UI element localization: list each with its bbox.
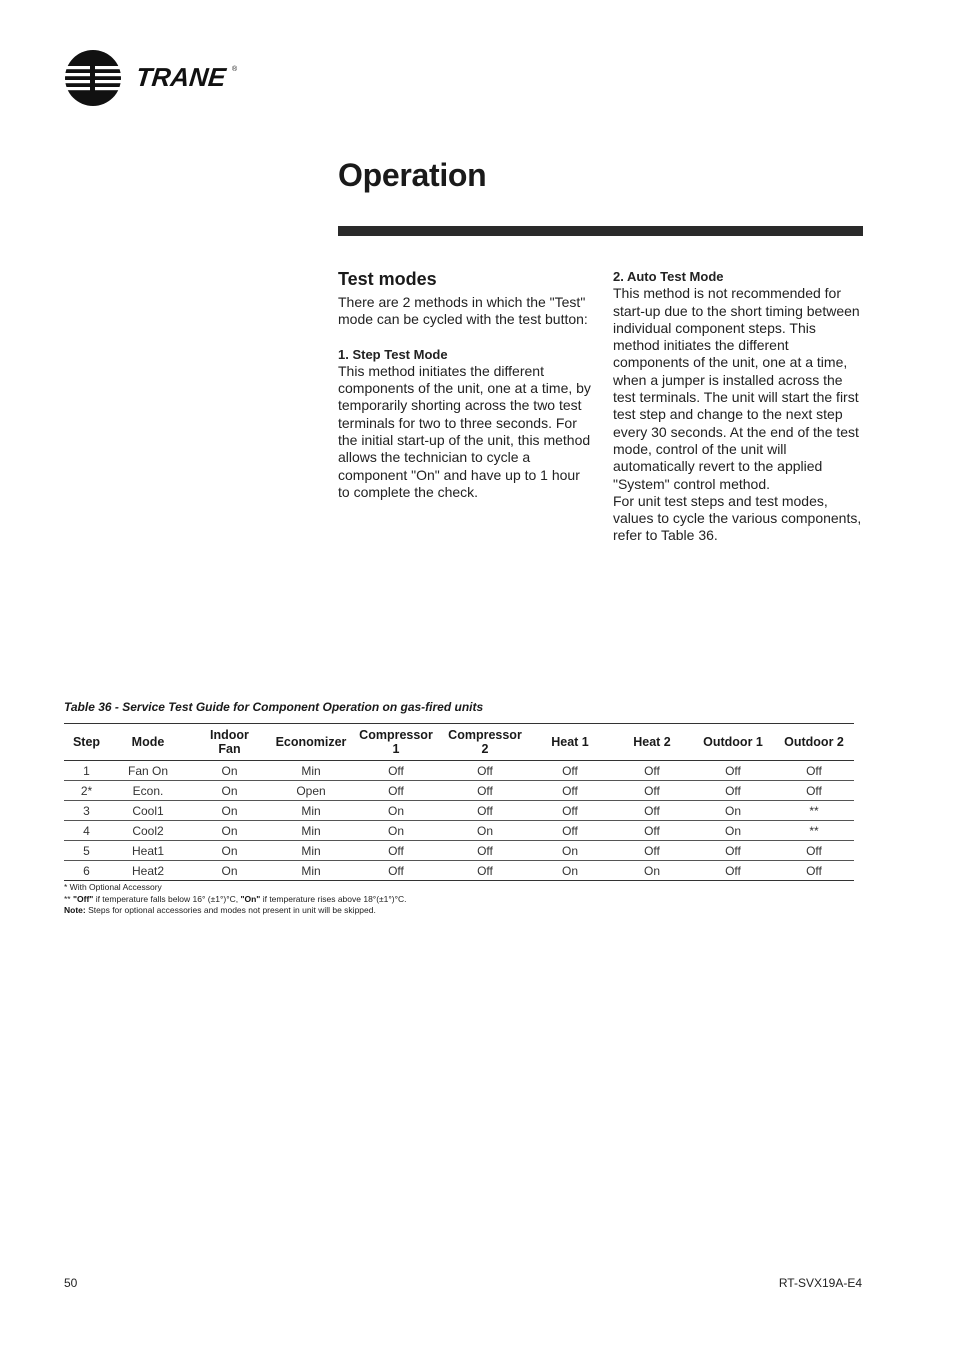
- table-cell: On: [692, 801, 774, 821]
- step-test-heading: 1. Step Test Mode: [338, 346, 448, 362]
- table-cell: 5: [64, 841, 109, 861]
- table-cell: Off: [528, 761, 612, 781]
- registered-mark: ®: [232, 66, 238, 73]
- table-cell: On: [350, 821, 442, 841]
- table-cell: Min: [272, 801, 350, 821]
- table-cell: Off: [442, 761, 528, 781]
- table-cell: Off: [442, 781, 528, 801]
- header-outdoor-1: Outdoor 1: [692, 724, 774, 761]
- table-cell: Off: [442, 861, 528, 881]
- table-cell: 4: [64, 821, 109, 841]
- table-cell: On: [528, 841, 612, 861]
- table-cell: 6: [64, 861, 109, 881]
- table-cell: Off: [350, 781, 442, 801]
- service-test-table: [64, 723, 854, 881]
- table-cell: Off: [774, 761, 854, 781]
- intro-paragraph: There are 2 methods in which the "Test" mode can be cycled with the test button:: [338, 294, 588, 328]
- table-cell: Off: [692, 861, 774, 881]
- table-cell: 2*: [64, 781, 109, 801]
- table-cell: Off: [528, 801, 612, 821]
- table-cell: Off: [774, 861, 854, 881]
- table-cell: 3: [64, 801, 109, 821]
- test-modes-right-column: [613, 268, 863, 545]
- table-cell: Cool1: [109, 801, 187, 821]
- table-row: [64, 781, 854, 801]
- header-heat-1: Heat 1: [528, 724, 612, 761]
- page-title: Operation: [338, 157, 487, 193]
- table-notes: [64, 882, 407, 917]
- header-indoor-fan: Indoor Fan: [187, 724, 272, 761]
- table-cell: Off: [692, 761, 774, 781]
- title-rule: [338, 226, 863, 236]
- header-compressor-2: Compressor 2: [442, 724, 528, 761]
- table-cell: Off: [612, 761, 692, 781]
- step-test-paragraph: This method initiates the different components of the unit, one at a time, by temporarily shorting across the two test terminals for two to three seconds. For the initial start-up of the unit, this method allows the technician to cycle a component "On" and have up to 1 hour to complete the check.: [338, 362, 591, 500]
- table-cell: Cool2: [109, 821, 187, 841]
- table-cell: Off: [528, 781, 612, 801]
- table-cell: Econ.: [109, 781, 187, 801]
- table-row: [64, 801, 854, 821]
- table-cell: **: [774, 801, 854, 821]
- table-cell: On: [612, 861, 692, 881]
- table-cell: Min: [272, 761, 350, 781]
- auto-test-paragraph: This method is not recommended for start-up due to the short timing between individual component steps. This method initiates the different components of the unit, one at a time, when a jumper is installed across the test terminals. The unit will start the first test step and change to the next step every 30 seconds. At the end of the test mode, control of the unit will automatically revert to the applied "System" control method.: [613, 285, 860, 492]
- table-row: [64, 761, 854, 781]
- table-cell: On: [442, 821, 528, 841]
- table-cell: Fan On: [109, 761, 187, 781]
- auto-test-paragraph-2: For unit test steps and test modes, values to cycle the various components, refer to Table 36.: [613, 492, 862, 544]
- table-cell: Off: [442, 801, 528, 821]
- table-cell: Min: [272, 841, 350, 861]
- table-cell: Off: [774, 781, 854, 801]
- header-step: Step: [64, 724, 109, 761]
- header-economizer: Economizer: [272, 724, 350, 761]
- brand-logo-text: TRANE: [134, 62, 228, 92]
- table-cell: On: [187, 841, 272, 861]
- table-cell: **: [774, 821, 854, 841]
- auto-test-heading: 2. Auto Test Mode: [613, 269, 724, 284]
- note-skipped-steps: Note: Steps for optional accessories and modes not present in unit will be skipped.: [64, 905, 376, 915]
- table-row: [64, 861, 854, 881]
- table-cell: Heat2: [109, 861, 187, 881]
- table-cell: On: [528, 861, 612, 881]
- section-heading: Test modes: [338, 269, 437, 289]
- table-cell: Off: [442, 841, 528, 861]
- table-cell: On: [187, 761, 272, 781]
- table-cell: 1: [64, 761, 109, 781]
- table-cell: Off: [774, 841, 854, 861]
- header-outdoor-2: Outdoor 2: [774, 724, 854, 761]
- table-cell: Off: [350, 761, 442, 781]
- document-code: RT-SVX19A-E4: [778, 1276, 862, 1290]
- table-cell: Off: [612, 781, 692, 801]
- note-outdoor-temperature: ** "Off" if temperature falls below 16° (±1°)°C, "On" if temperature rises above 18°(±1°)°C.: [64, 893, 407, 904]
- table-caption: Table 36 - Service Test Guide for Component Operation on gas-fired units: [64, 700, 484, 714]
- table-cell: On: [187, 821, 272, 841]
- table-header-row: [64, 724, 854, 761]
- header-compressor-1: Compressor 1: [350, 724, 442, 761]
- table-cell: On: [187, 861, 272, 881]
- note-optional-accessory: * With Optional Accessory: [64, 882, 162, 892]
- table-cell: Off: [692, 781, 774, 801]
- table-cell: Off: [528, 821, 612, 841]
- table-cell: Min: [272, 861, 350, 881]
- header-mode: Mode: [109, 724, 187, 761]
- table-cell: Off: [350, 861, 442, 881]
- table-cell: Off: [692, 841, 774, 861]
- table-cell: On: [187, 801, 272, 821]
- table-row: [64, 841, 854, 861]
- page-number: 50: [64, 1276, 78, 1290]
- table-cell: Open: [272, 781, 350, 801]
- table-cell: Off: [612, 801, 692, 821]
- table-cell: On: [350, 801, 442, 821]
- table-cell: Off: [612, 821, 692, 841]
- table-cell: On: [692, 821, 774, 841]
- table-cell: Off: [350, 841, 442, 861]
- table-row: [64, 821, 854, 841]
- table-cell: Min: [272, 821, 350, 841]
- table-cell: Heat1: [109, 841, 187, 861]
- header-heat-2: Heat 2: [612, 724, 692, 761]
- table-cell: Off: [612, 841, 692, 861]
- table-cell: On: [187, 781, 272, 801]
- test-modes-left-column: [338, 268, 593, 501]
